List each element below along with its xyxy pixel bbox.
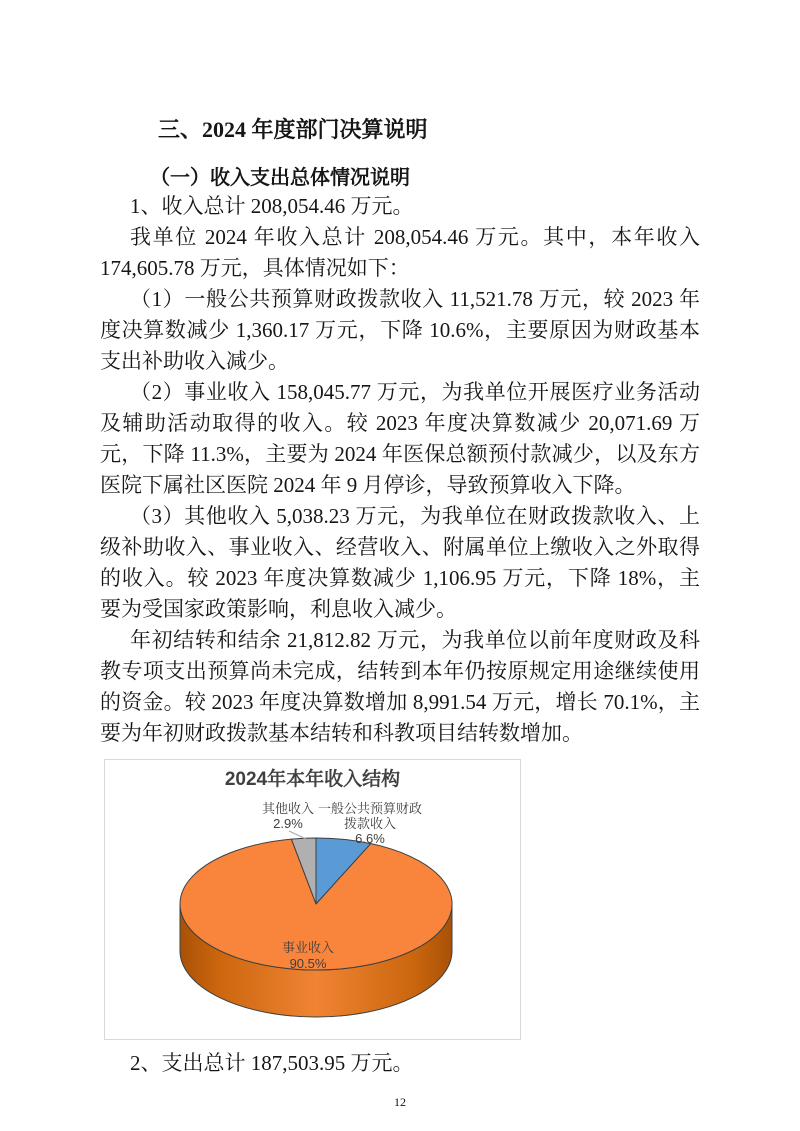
- pie-label-other-income-pct: 2.9%: [273, 816, 303, 831]
- paragraph-other-income: （3）其他收入 5,038.23 万元，为我单位在财政拨款收入、上级补助收入、事业收入、经营收入、附属单位上缴收入之外取得的收入。较 2023 年度决算数减少 1,106.95 万元，下降 18%，主要为受国家政策影响，利息收入减少。: [100, 504, 700, 621]
- chart-title: 2024年本年收入结构: [224, 769, 401, 790]
- section-heading: 三、2024 年度部门决算说明: [158, 117, 428, 142]
- body-text: [100, 191, 700, 749]
- paragraph-fiscal-appropriation-income: （1）一般公共预算财政拨款收入 11,521.78 万元，较 2023 年度决算数减少 1,360.17 万元，下降 10.6%，主要原因为财政基本支出补助收入减少。: [100, 287, 700, 373]
- pie-label-fiscal-income: [313, 801, 427, 846]
- pie-label-fiscal-income-pct: 6.6%: [355, 831, 385, 846]
- paragraph-carryover-balance: 年初结转和结余 21,812.82 万元，为我单位以前年度财政及科教专项支出预算尚未完成，结转到本年仍按原规定用途继续使用的资金。较 2023 年度决算数增加 8,991.54 万元，增长 70.1%，主要为年初财政拨款基本结转和科教项目结转数增加。: [100, 628, 700, 745]
- pie-slices: [180, 838, 452, 1017]
- pie-label-operating-income-name: 事业收入: [281, 940, 334, 955]
- paragraph-income-total: 1、收入总计 208,054.46 万元。: [130, 194, 414, 218]
- paragraph-expenditure-total: 2、支出总计 187,503.95 万元。: [130, 1051, 414, 1075]
- paragraph-operating-income: （2）事业收入 158,045.77 万元，为我单位开展医疗业务活动及辅助活动取得的收入。较 2023 年度决算数减少 20,071.69 万元，下降 11.3%，主要为 2024 年医保总额预付款减少，以及东方医院下属社区医院 2024 年 9 月停诊，导致预算收入下降。: [100, 380, 700, 497]
- leader-line-other-income: [289, 831, 306, 839]
- page-number: 12: [394, 1095, 406, 1109]
- pie-label-operating-income: [248, 940, 368, 972]
- paragraph-income-detail-intro: 我单位 2024 年收入总计 208,054.46 万元。其中，本年收入 174,605.78 万元，具体情况如下：: [100, 225, 700, 280]
- pie-label-other-income-name: 其他收入: [261, 801, 314, 816]
- income-structure-chart: [104, 759, 521, 1040]
- subsection-heading: （一）收入支出总体情况说明: [150, 167, 410, 189]
- pie-label-fiscal-income-name: 一般公共预算财政拨款收入: [317, 801, 422, 831]
- pie-label-operating-income-pct: 90.5%: [289, 956, 327, 971]
